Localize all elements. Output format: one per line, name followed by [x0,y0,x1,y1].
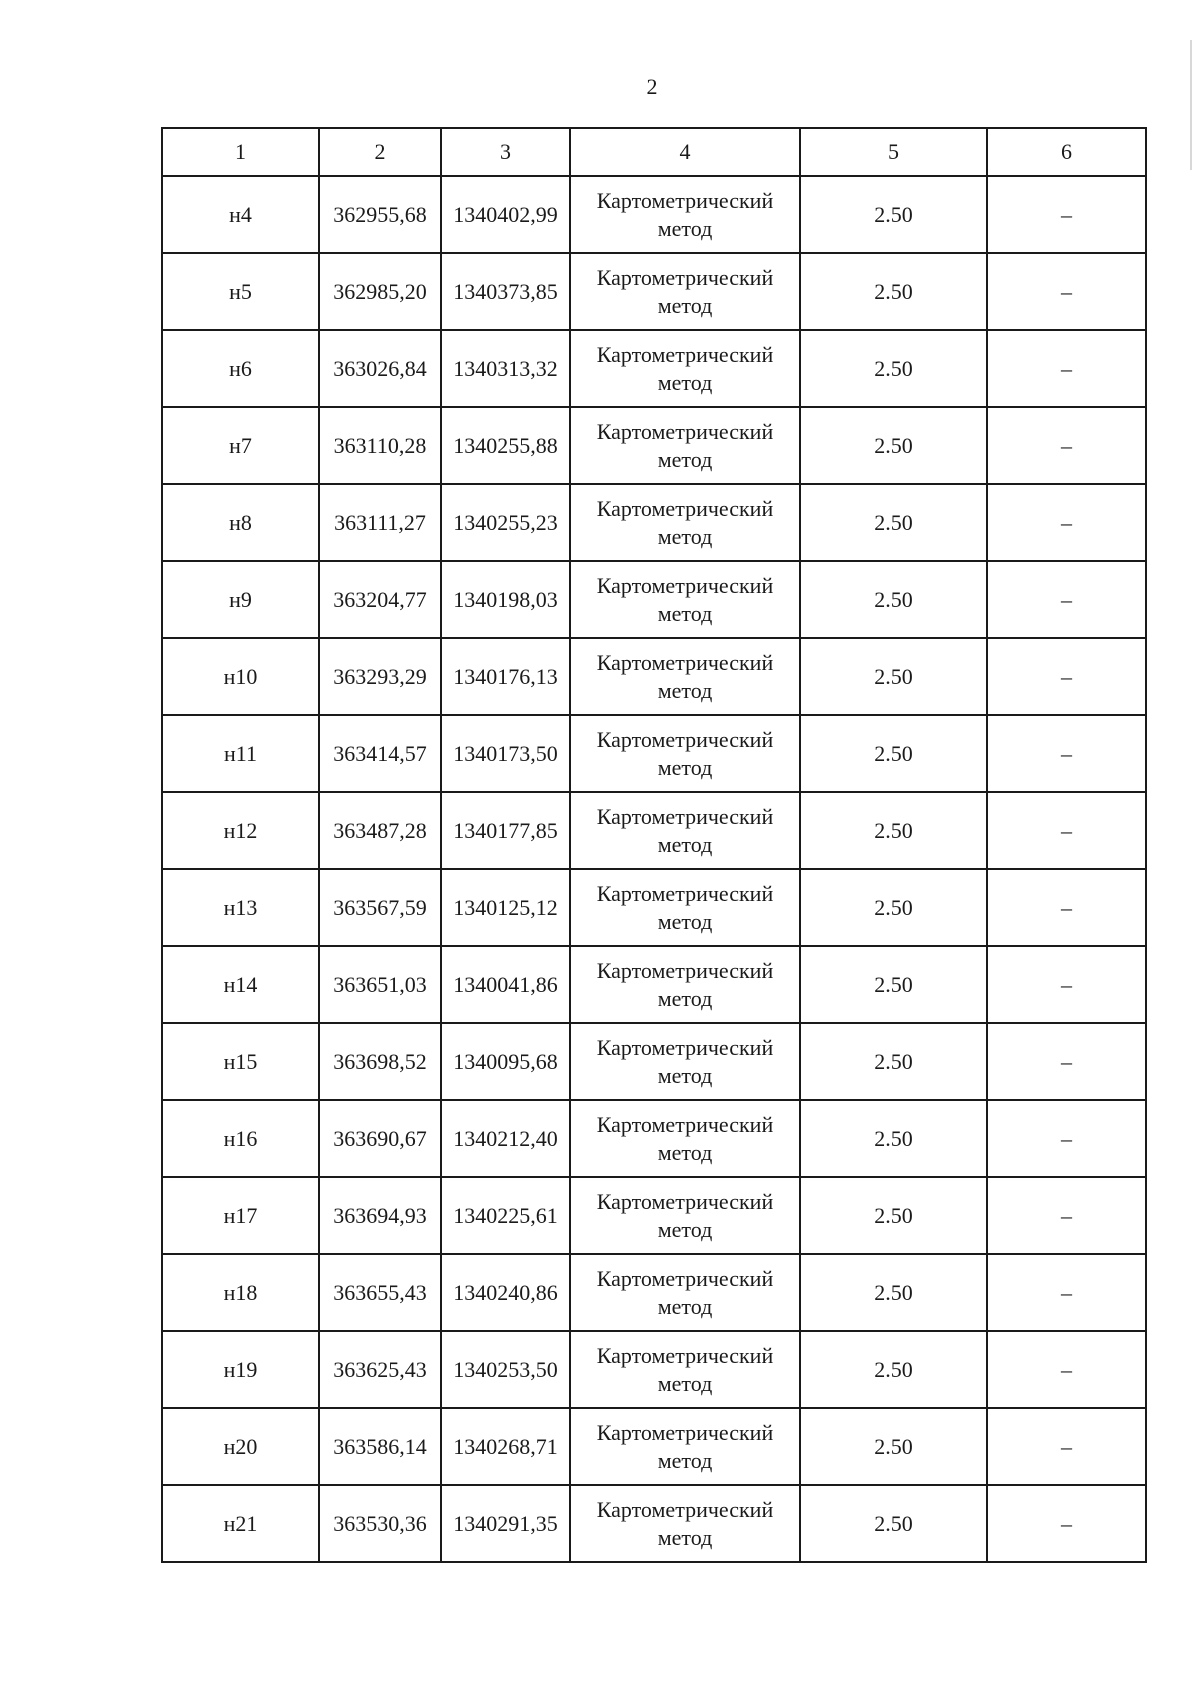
method-cell [570,792,800,869]
method-line-2: метод [657,446,713,472]
point-cell: н17 [162,1177,319,1254]
note-cell: – [987,1177,1146,1254]
table-row [162,1023,1146,1100]
x-coordinate-cell: 363293,29 [319,638,441,715]
point-cell: н8 [162,484,319,561]
x-coordinate-cell: 363690,67 [319,1100,441,1177]
table-row [162,869,1146,946]
method-cell [570,638,800,715]
scan-edge-mark [1190,40,1192,170]
accuracy-cell: 2.50 [800,1331,987,1408]
method-line-1: Картометрический [596,1265,774,1291]
x-coordinate-cell: 363111,27 [319,484,441,561]
method-line-1: Картометрический [596,187,774,213]
y-coordinate-cell: 1340255,88 [441,407,570,484]
x-coordinate-cell: 363694,93 [319,1177,441,1254]
method-line-2: метод [657,1062,713,1088]
accuracy-cell: 2.50 [800,561,987,638]
method-cell [570,1254,800,1331]
method-line-1: Картометрический [596,1188,774,1214]
x-coordinate-cell: 363655,43 [319,1254,441,1331]
x-coordinate-cell: 363625,43 [319,1331,441,1408]
y-coordinate-cell: 1340176,13 [441,638,570,715]
method-line-1: Картометрический [596,726,774,752]
note-cell: – [987,792,1146,869]
note-cell: – [987,176,1146,253]
note-cell: – [987,1408,1146,1485]
accuracy-cell: 2.50 [800,792,987,869]
accuracy-cell: 2.50 [800,1023,987,1100]
method-line-1: Картометрический [596,957,774,983]
accuracy-cell: 2.50 [800,484,987,561]
table-row [162,1100,1146,1177]
method-line-1: Картометрический [596,1419,774,1445]
y-coordinate-cell: 1340253,50 [441,1331,570,1408]
y-coordinate-cell: 1340212,40 [441,1100,570,1177]
point-cell: н16 [162,1100,319,1177]
note-cell: – [987,638,1146,715]
y-coordinate-cell: 1340268,71 [441,1408,570,1485]
column-header-6: 6 [987,128,1146,176]
method-line-1: Картометрический [596,418,774,444]
method-line-2: метод [657,1447,713,1473]
x-coordinate-cell: 363567,59 [319,869,441,946]
note-cell: – [987,561,1146,638]
method-cell [570,715,800,792]
y-coordinate-cell: 1340291,35 [441,1485,570,1562]
accuracy-cell: 2.50 [800,1100,987,1177]
header-row [162,128,1146,176]
method-line-2: метод [657,1293,713,1319]
table-row [162,253,1146,330]
method-line-2: метод [657,1370,713,1396]
point-cell: н14 [162,946,319,1023]
y-coordinate-cell: 1340255,23 [441,484,570,561]
x-coordinate-cell: 363110,28 [319,407,441,484]
method-line-2: метод [657,523,713,549]
method-line-1: Картометрический [596,572,774,598]
note-cell: – [987,869,1146,946]
accuracy-cell: 2.50 [800,1254,987,1331]
method-line-2: метод [657,985,713,1011]
note-cell: – [987,715,1146,792]
method-cell [570,1177,800,1254]
page-number: 2 [646,74,658,99]
y-coordinate-cell: 1340373,85 [441,253,570,330]
table-row [162,1331,1146,1408]
x-coordinate-cell: 363414,57 [319,715,441,792]
accuracy-cell: 2.50 [800,253,987,330]
table-row [162,1408,1146,1485]
method-line-2: метод [657,754,713,780]
table-row [162,715,1146,792]
x-coordinate-cell: 363586,14 [319,1408,441,1485]
x-coordinate-cell: 362955,68 [319,176,441,253]
table-row [162,407,1146,484]
y-coordinate-cell: 1340313,32 [441,330,570,407]
method-line-2: метод [657,1524,713,1550]
method-line-1: Картометрический [596,1034,774,1060]
method-line-2: метод [657,600,713,626]
note-cell: – [987,1023,1146,1100]
method-cell [570,176,800,253]
table-row [162,561,1146,638]
column-header-1: 1 [162,128,319,176]
x-coordinate-cell: 363487,28 [319,792,441,869]
method-cell [570,407,800,484]
column-header-3: 3 [441,128,570,176]
method-line-2: метод [657,677,713,703]
accuracy-cell: 2.50 [800,330,987,407]
table-row [162,330,1146,407]
x-coordinate-cell: 363698,52 [319,1023,441,1100]
point-cell: н11 [162,715,319,792]
method-cell [570,330,800,407]
y-coordinate-cell: 1340041,86 [441,946,570,1023]
method-line-1: Картометрический [596,1342,774,1368]
note-cell: – [987,1254,1146,1331]
method-line-1: Картометрический [596,649,774,675]
point-cell: н19 [162,1331,319,1408]
coordinates-table [161,127,1147,1563]
method-cell [570,561,800,638]
method-line-1: Картометрический [596,803,774,829]
table-row [162,1485,1146,1562]
method-line-2: метод [657,1216,713,1242]
x-coordinate-cell: 363026,84 [319,330,441,407]
method-cell [570,1408,800,1485]
x-coordinate-cell: 363204,77 [319,561,441,638]
note-cell: – [987,1331,1146,1408]
accuracy-cell: 2.50 [800,1485,987,1562]
table-row [162,1177,1146,1254]
method-line-1: Картометрический [596,264,774,290]
y-coordinate-cell: 1340402,99 [441,176,570,253]
point-cell: н6 [162,330,319,407]
y-coordinate-cell: 1340225,61 [441,1177,570,1254]
accuracy-cell: 2.50 [800,407,987,484]
note-cell: – [987,330,1146,407]
point-cell: н20 [162,1408,319,1485]
x-coordinate-cell: 363530,36 [319,1485,441,1562]
method-line-1: Картометрический [596,495,774,521]
method-cell [570,1023,800,1100]
note-cell: – [987,1485,1146,1562]
table-row [162,176,1146,253]
note-cell: – [987,1100,1146,1177]
method-line-2: метод [657,831,713,857]
method-line-2: метод [657,369,713,395]
y-coordinate-cell: 1340125,12 [441,869,570,946]
method-cell [570,1485,800,1562]
table-row [162,946,1146,1023]
note-cell: – [987,946,1146,1023]
column-header-2: 2 [319,128,441,176]
method-cell [570,1100,800,1177]
note-cell: – [987,253,1146,330]
point-cell: н5 [162,253,319,330]
point-cell: н4 [162,176,319,253]
point-cell: н9 [162,561,319,638]
y-coordinate-cell: 1340240,86 [441,1254,570,1331]
method-line-1: Картометрический [596,1111,774,1137]
note-cell: – [987,484,1146,561]
y-coordinate-cell: 1340198,03 [441,561,570,638]
table-row [162,484,1146,561]
method-line-2: метод [657,215,713,241]
point-cell: н10 [162,638,319,715]
table-row [162,638,1146,715]
point-cell: н13 [162,869,319,946]
point-cell: н12 [162,792,319,869]
note-cell: – [987,407,1146,484]
method-line-2: метод [657,292,713,318]
x-coordinate-cell: 363651,03 [319,946,441,1023]
point-cell: н7 [162,407,319,484]
method-line-2: метод [657,908,713,934]
table-body [162,128,1146,1562]
x-coordinate-cell: 362985,20 [319,253,441,330]
column-header-5: 5 [800,128,987,176]
point-cell: н21 [162,1485,319,1562]
column-header-4: 4 [570,128,800,176]
point-cell: н18 [162,1254,319,1331]
y-coordinate-cell: 1340095,68 [441,1023,570,1100]
accuracy-cell: 2.50 [800,1177,987,1254]
method-line-1: Картометрический [596,1496,774,1522]
method-cell [570,253,800,330]
method-cell [570,869,800,946]
method-cell [570,484,800,561]
method-line-1: Картометрический [596,341,774,367]
table-row [162,792,1146,869]
accuracy-cell: 2.50 [800,1408,987,1485]
method-line-1: Картометрический [596,880,774,906]
method-cell [570,1331,800,1408]
y-coordinate-cell: 1340173,50 [441,715,570,792]
point-cell: н15 [162,1023,319,1100]
y-coordinate-cell: 1340177,85 [441,792,570,869]
table-row [162,1254,1146,1331]
method-cell [570,946,800,1023]
method-line-2: метод [657,1139,713,1165]
accuracy-cell: 2.50 [800,715,987,792]
accuracy-cell: 2.50 [800,176,987,253]
accuracy-cell: 2.50 [800,946,987,1023]
accuracy-cell: 2.50 [800,638,987,715]
accuracy-cell: 2.50 [800,869,987,946]
